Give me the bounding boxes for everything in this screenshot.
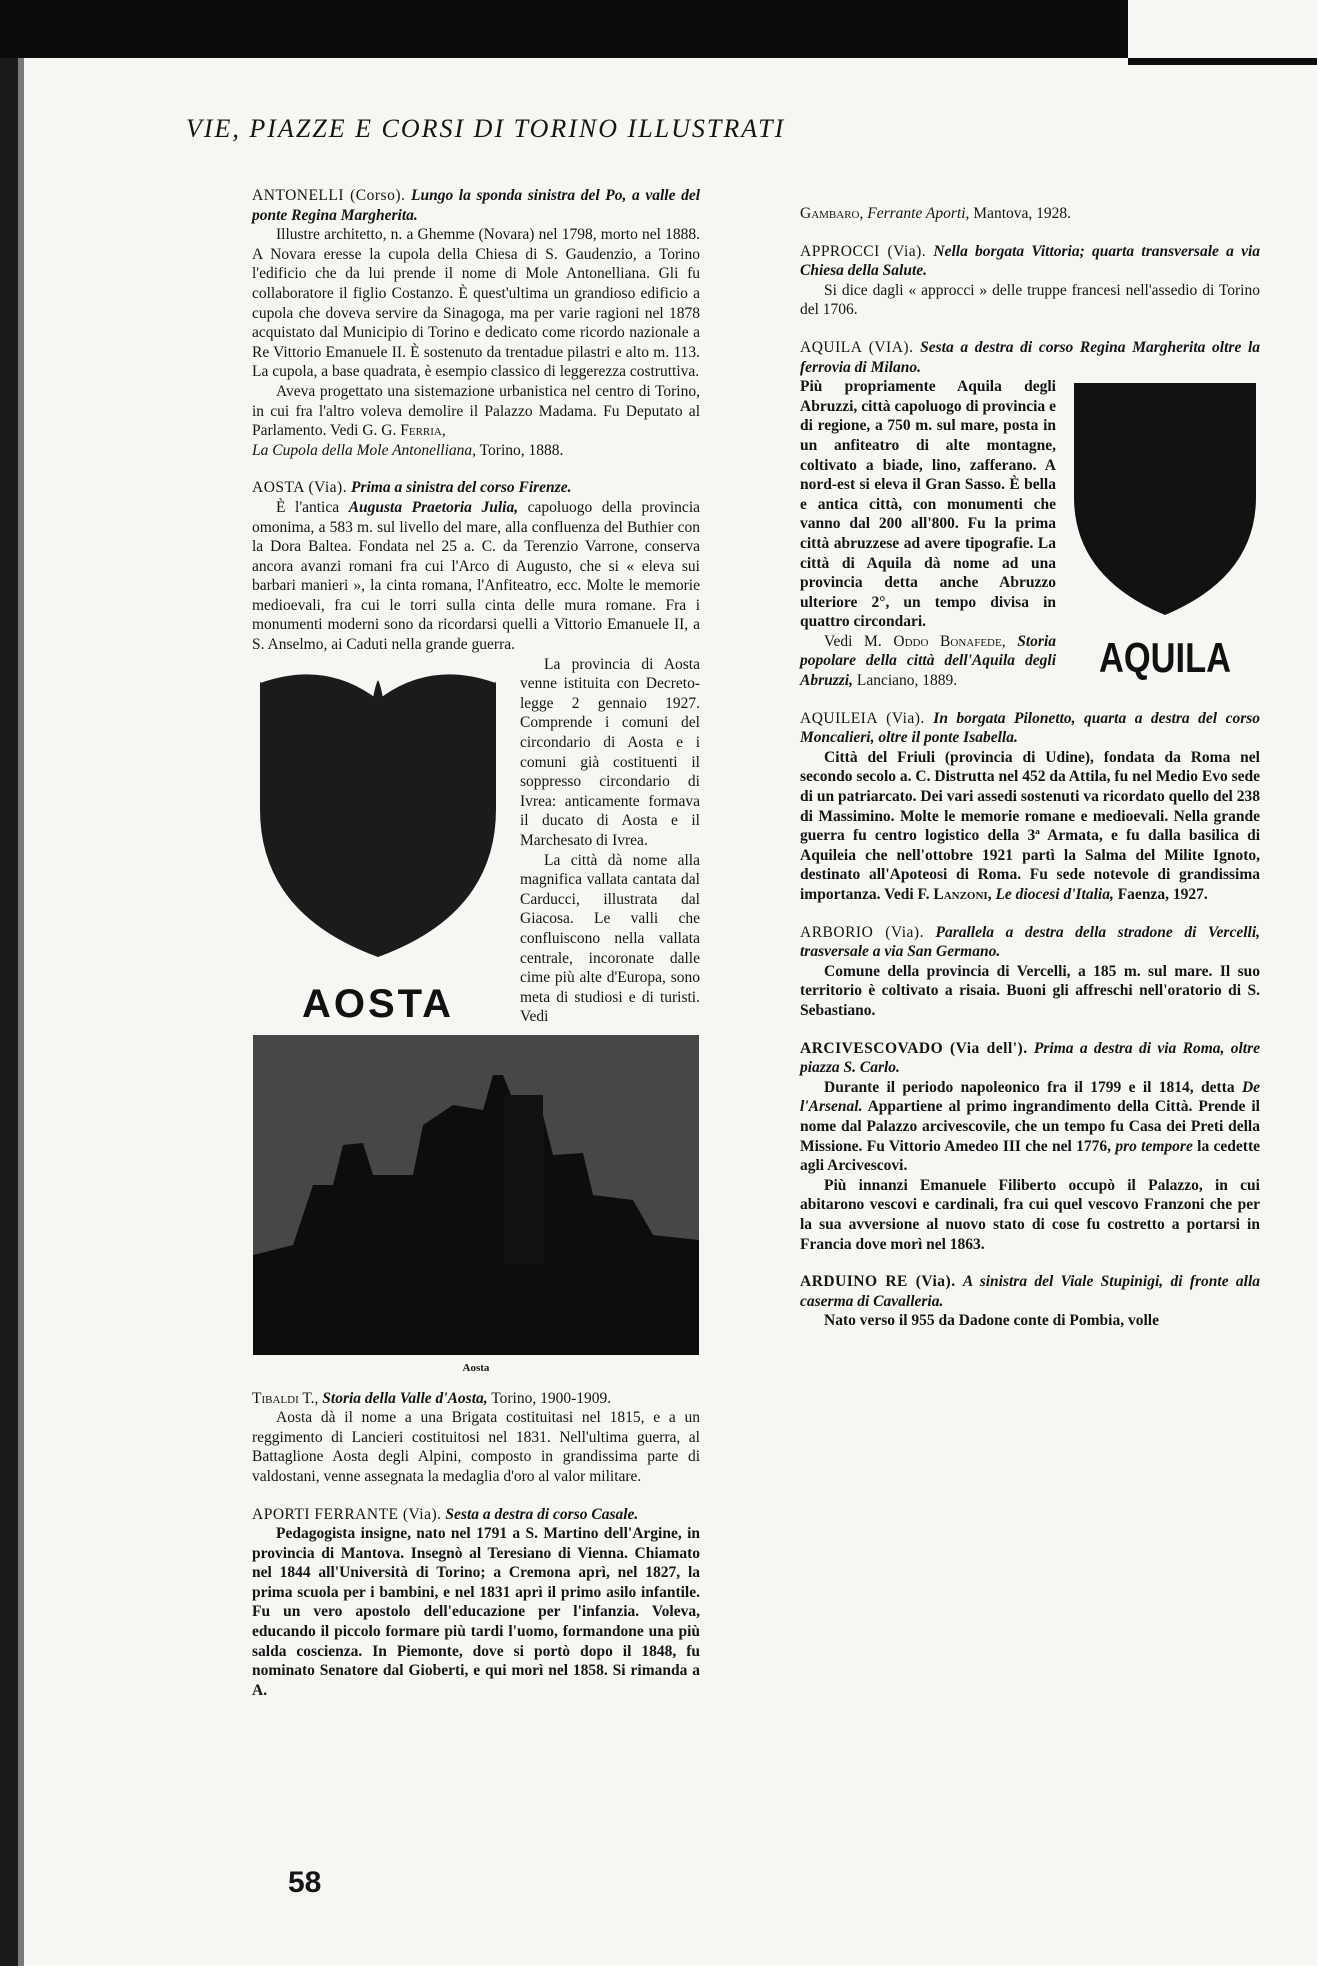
entry-head: AOSTA (Via). <box>252 479 348 497</box>
aquila-shield-icon <box>1070 377 1260 617</box>
entry-aquila <box>800 338 1260 377</box>
aquila-coat-of-arms <box>1070 377 1260 681</box>
book-title: Ferrante Aporti, <box>867 205 970 222</box>
scan-top-border <box>0 0 1128 58</box>
author-name: Gambaro, <box>800 205 864 222</box>
entry-arcivescovado <box>800 1039 1260 1078</box>
scan-left-edge-shade <box>18 58 24 1966</box>
publication-info: Torino, 1888. <box>479 441 564 459</box>
entry-location: In borgata Pilonetto, quarta a destra del corso Moncalieri, oltre il ponte Isabella. <box>800 709 1261 747</box>
author-name: Oddo Bonafede, <box>893 632 1006 650</box>
entry-location: Prima a sinistra del corso Firenze. <box>350 479 572 497</box>
entry-location: Sesta a destra di corso Casale. <box>445 1505 639 1523</box>
text-run: capoluogo della provincia omonima, a 583 m. sul livello del mare, alla confluenza del Buthier con la Dora Baltea. Fondata nel 25 a. C. da Terenzio Varrone, conserva ancora avanzi romani fra cui l'Arco di Augusto, che si « eleva sui barbari manieri », la cinta romana, l'Anfiteatro, ecc. Molte le memorie medioevali, fra cui le torri sulla cinta delle mura romane. Fra i monumenti moderni sono da ricordarsi quelli a Vittorio Emanuele II, a S. Anselmo, ai Caduti nella grande guerra. <box>252 498 701 654</box>
entry-text: Comune della provincia di Vercelli, a 185 m. sul mare. Il suo territorio è coltivato a risaia. Buoni gli affreschi nell'oratorio di S. Sebastiano. <box>800 962 1260 1019</box>
entry-location: Nella borgata Vittoria; quarta transversale a via Chiesa della Salute. <box>800 242 1261 280</box>
book-title: Le diocesi d'Italia, <box>995 886 1114 903</box>
entry-text <box>800 1078 1260 1176</box>
entry-location: A sinistra del Viale Stupinigi, di fronte alla caserma di Cavalleria. <box>800 1273 1260 1310</box>
author-name: Lanzoni, <box>933 886 992 903</box>
entry-aosta <box>252 478 700 498</box>
entry-aquileia <box>800 709 1260 748</box>
latin-name: Augusta Praetoria Julia, <box>348 498 519 516</box>
entry-head: APORTI FERRANTE (Via). <box>252 1505 442 1523</box>
text-run: È l'antica <box>276 498 340 516</box>
text-run: Aveva progettato una sistemazione urbanistica nel centro di Torino, in cui fra l'altro voleva demolire il Palazzo Madama. Fu Deputato al Parlamento. Vedi G. G. <box>252 382 700 440</box>
entry-head: ARBORIO (Via). <box>800 923 924 941</box>
right-column <box>800 204 1260 1331</box>
historic-name: De l'Arsenal. <box>800 1078 1261 1116</box>
text-run: Pedagogista insigne, nato nel 1791 a S. Martino dell'Argine, in provincia di Mantova. Insegnò al Teresiano di Vienna. Chiamato nel 1844 all'Università di Torino; a Cremona aprì, nel 1827, la prima scuola per i bambini, e nel 1831 aprì il primo asilo infantile. Fu un vero apostolo dell'educazione per l'infanzia. Voleva, educando il piccolo formare più tardi l'uomo, formandone una più salda coscienza. In Piemonte, dove si portò dopo il 1848, fu nominato Senatore dal Gioberti, e qui morì nel 1858. Si rimanda a A. <box>252 1525 700 1699</box>
author-name: Tibaldi T., <box>252 1389 319 1407</box>
entry-text: La provincia di Aosta venne istituita con Decreto-legge 2 gennaio 1927. Comprende i comuni del circondario di Aosta e i comuni già costituenti il soppresso circondario di Ivrea: anticamente formava il ducato di Aosta e il Marchesato di Ivrea. <box>520 655 700 849</box>
entry-text <box>800 204 1260 224</box>
book-title: Storia popolare della città dell'Aquila degli Abruzzi, <box>800 632 1057 690</box>
entry-text <box>252 1524 700 1700</box>
text-run: Durante il periodo napoleonico fra il 1799 e il 1814, detta <box>824 1078 1235 1096</box>
entry-text: Nato verso il 955 da Dadone conte di Pombia, volle <box>824 1312 1159 1330</box>
entry-text: Più propriamente Aquila degli Abruzzi, città capoluogo di provincia e di regione, a 750 m. sul mare, posta in un anfiteatro di alte montagne, coltivato a biade, lino, zafferano. A nord-est si eleva il Gran Sasso. È bella e antica città, con monumenti che vanno dal 200 all'800. Fu la prima città abruzzese ad avere tipografie. La città di Aquila dà nome ad una provincia detta anche Abruzzo ulteriore 2°, un tempo divisa in quattro circondari. <box>800 378 1056 631</box>
entry-head: APPROCCI (Via). <box>800 242 927 260</box>
text-run: Appartiene al primo ingrandimento della Città. Prende il nome dal Palazzo arcivescovile, che un tempo fu Casa dei Preti della Missione. Fu Vittorio Amedeo III che nel 1776, <box>800 1098 1260 1155</box>
entry-text <box>252 382 700 460</box>
entry-text <box>252 1389 700 1409</box>
entry-text: Illustre architetto, n. a Ghemme (Novara) nel 1798, morto nel 1888. A Novara eresse la cupola della Chiesa di S. Gaudenzio, a Torino l'edificio che da lui prende il nome di Mole Antonelliana. Gli fu collaboratore il figlio Costanzo. È quest'ultima un grandioso edificio a cupola che doveva servire da Sinagoga, ma per varie ragioni nel 1878 acquistato dal Municipio di Torino e dedicato come ricordo nazionale a Re Vittorio Emanuele II. È sostenuto da trentadue pilastri e alto m. 113. La cupola, a base quadrata, è esempio classico di leggerezza costruttiva. <box>252 226 700 381</box>
left-column <box>252 186 700 1700</box>
publication-info: Lanciano, 1889. <box>856 672 958 690</box>
aquila-crest-label: AQUILA <box>1098 633 1232 681</box>
latin-phrase: pro tempore <box>1115 1137 1193 1155</box>
aosta-photo-image <box>253 1035 699 1355</box>
book-title: La Cupola della Mole Antonelliana, <box>252 441 477 459</box>
entry-text: Più innanzi Emanuele Filiberto occupò il Palazzo, in cui abitarono vescovi e cardinali, fra cui quel vescovo Franzoni che per la sua avversione al nuovo stato di cose fu costretto a portarsi in Francia dove morì nel 1863. <box>800 1176 1260 1253</box>
entry-arborio <box>800 923 1260 962</box>
entry-approcci <box>800 242 1260 281</box>
aosta-photo <box>252 1035 700 1379</box>
aosta-shield-icon <box>252 659 504 959</box>
running-head: VIE, PIAZZE E CORSI DI TORINO ILLUSTRATI <box>186 114 786 143</box>
entry-head: AQUILA (VIA). <box>800 338 914 356</box>
entry-head: ARCIVESCOVADO (Via dell'). <box>800 1039 1028 1057</box>
entry-text: Aosta dà il nome a una Brigata costituitasi nel 1815, e a un reggimento di Lancieri costituitosi nel 1831. Nell'ultima guerra, al Battaglione Aosta degli Alpini, composto in grandissima parte di valdostani, venne assegnata la medaglia d'oro al valor militare. <box>252 1409 700 1485</box>
entry-text <box>252 498 700 655</box>
entry-aporti <box>252 1505 700 1525</box>
text-run: Città del Friuli (provincia di Udine), fondata da Roma nel secondo secolo a. C. Distrutta nel 452 da Attila, fu nel Medio Evo sede di un patriarcato. Dei vari assedi sostenuti va ricordato quello del 238 di Massimino. Molte le memorie romane e medioevali. Nella grande guerra fu centro logistico della 3ª Armata, e fu dalla basilica di Aquileia che nell'ottobre 1921 partì la Salma del Milite Ignoto, destinato all'Apoteosi di Roma. Fu sede notevole di grandissima importanza. Vedi F. <box>800 748 1260 903</box>
page-number: 58 <box>288 1866 322 1899</box>
entry-head: ANTONELLI (Corso). <box>252 187 406 204</box>
entry-location: Parallela a destra della stradone di Vercelli, trasversale a via San Germano. <box>800 923 1261 961</box>
publication-info: Mantova, 1928. <box>973 205 1072 222</box>
entry-head: ARDUINO RE (Via). <box>800 1273 956 1291</box>
entry-location: Lungo la sponda sinistra del Po, a valle del ponte Regina Margherita. <box>252 187 700 224</box>
publication-info: Faenza, 1927. <box>1117 886 1208 903</box>
publication-info: Torino, 1900-1909. <box>491 1389 612 1407</box>
entry-text: Si dice dagli « approcci » delle truppe francesi nell'assedio di Torino del 1706. <box>800 281 1260 319</box>
entry-head: AQUILEIA (Via). <box>800 709 925 727</box>
scan-top-border-right <box>1128 58 1317 65</box>
author-name: Ferria, <box>400 422 446 440</box>
text-run: la cedette agli Arcivescovi. <box>800 1137 1260 1175</box>
aosta-skyline-icon <box>253 1035 699 1355</box>
text-run: La città dà nome alla magnifica vallata cantata dal Carducci, illustrata dal Giacosa. Le valli che confluiscono nella vallata centrale, incoronate dalle cime più alte d'Europa, sono meta di studiosi e di turisti. Vedi <box>520 851 700 1026</box>
text-run: Vedi M. <box>824 632 882 650</box>
entry-location: Sesta a destra di corso Regina Margherita oltre la ferrovia di Milano. <box>800 338 1261 376</box>
aosta-crest-label: AOSTA <box>301 982 455 1027</box>
photo-caption: Aosta <box>462 1361 490 1374</box>
entry-location: Prima a destra di via Roma, oltre piazza S. Carlo. <box>800 1039 1260 1077</box>
book-title: Storia della Valle d'Aosta, <box>322 1389 488 1407</box>
entry-text <box>800 748 1260 905</box>
aosta-coat-of-arms <box>252 659 504 1027</box>
entry-arduino <box>800 1272 1260 1311</box>
scan-left-edge <box>0 58 18 1966</box>
entry-antonelli <box>252 186 700 225</box>
